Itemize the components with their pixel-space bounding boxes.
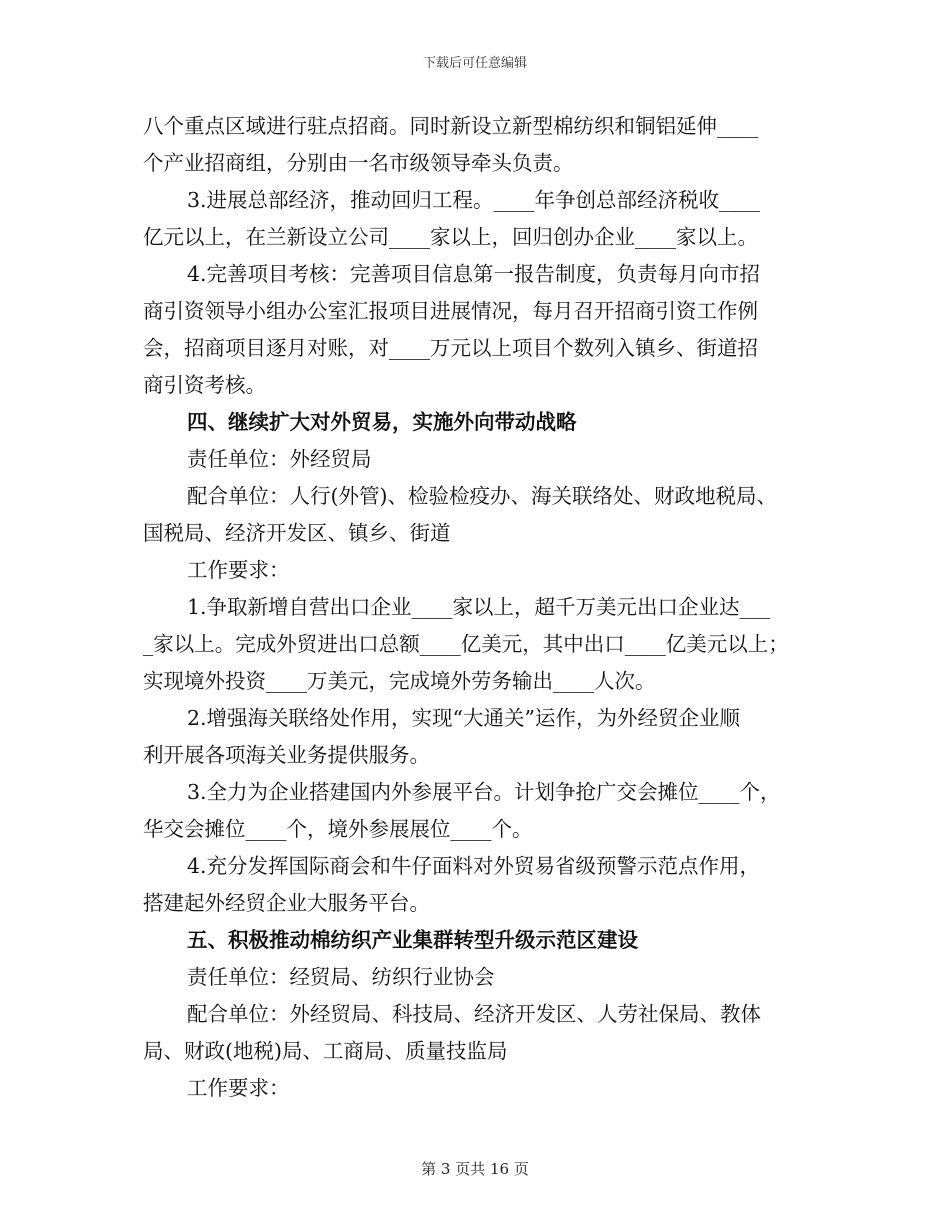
text-line: 亿元以上，在兰新设立公司____家以上，回归创办企业____家以上。 [143, 225, 758, 249]
page-footer: 第 3 页共 16 页 [421, 1160, 529, 1178]
text-line: 实现境外投资____万美元，完成境外劳务输出____人次。 [143, 669, 656, 693]
text-line: 利开展各项海关业务提供服务。 [143, 743, 430, 767]
text-line: 八个重点区域进行驻点招商。同时新设立新型棉纺织和铜铝延伸____ [143, 114, 758, 138]
text-line: 会，招商项目逐月对账，对____万元以上项目个数列入镇乡、街道招 [143, 336, 758, 360]
paragraph [143, 959, 811, 996]
document-body [143, 108, 811, 1107]
text-line: 华交会摊位____个，境外参展展位____个。 [143, 817, 533, 841]
paragraph [143, 256, 811, 404]
paragraph [143, 848, 811, 922]
text-line: 国税局、经济开发区、镇乡、街道 [143, 521, 451, 545]
paragraph [143, 441, 811, 478]
paragraph [143, 700, 811, 774]
text-line: 配合单位：外经贸局、科技局、经济开发区、人劳社保局、教体 [187, 1002, 761, 1026]
text-line: 4.完善项目考核：完善项目信息第一报告制度，负责每月向市招 [187, 262, 761, 286]
text-line: 3.全力为企业搭建国内外参展平台。计划争抢广交会摊位____个， [187, 780, 781, 804]
text-line: 个产业招商组，分别由一名市级领导牵头负责。 [143, 151, 574, 175]
text-line: 搭建起外经贸企业大服务平台。 [143, 891, 430, 915]
text-line: _家以上。完成外贸进出口总额____亿美元，其中出口____亿美元以上； [143, 632, 789, 656]
paragraph [143, 478, 811, 552]
text-line: 4.充分发挥国际商会和牛仔面料对外贸易省级预警示范点作用， [187, 854, 761, 878]
paragraph [143, 996, 811, 1070]
text-line: 四、继续扩大对外贸易，实施外向带动战略 [187, 410, 577, 434]
paragraph [143, 108, 811, 182]
section-heading [143, 922, 811, 959]
text-line: 3.进展总部经济，推动回归工程。____年争创总部经济税收____ [187, 188, 761, 212]
text-line: 工作要求： [187, 558, 290, 582]
text-line: 2.增强海关联络处作用，实现“大通关”运作，为外经贸企业顺 [187, 706, 741, 730]
page-header-note: 下载后可任意编辑 [422, 56, 527, 71]
paragraph [143, 182, 811, 256]
text-line: 五、积极推动棉纺织产业集群转型升级示范区建设 [187, 928, 638, 952]
text-line: 1.争取新增自营出口企业____家以上，超千万美元出口企业达___ [187, 595, 771, 619]
text-line: 商引资领导小组办公室汇报项目进展情况，每月召开招商引资工作例 [143, 299, 758, 323]
paragraph [143, 774, 811, 848]
text-line: 局、财政(地税)局、工商局、质量技监局 [143, 1039, 508, 1063]
text-line: 工作要求： [187, 1076, 290, 1100]
paragraph [143, 589, 811, 700]
section-heading [143, 404, 811, 441]
text-line: 责任单位：经贸局、纺织行业协会 [187, 965, 495, 989]
text-line: 责任单位：外经贸局 [187, 447, 372, 471]
text-line: 配合单位：人行(外管)、检验检疫办、海关联络处、财政地税局、 [187, 484, 777, 508]
paragraph [143, 1070, 811, 1107]
paragraph [143, 552, 811, 589]
text-line: 商引资考核。 [143, 373, 266, 397]
